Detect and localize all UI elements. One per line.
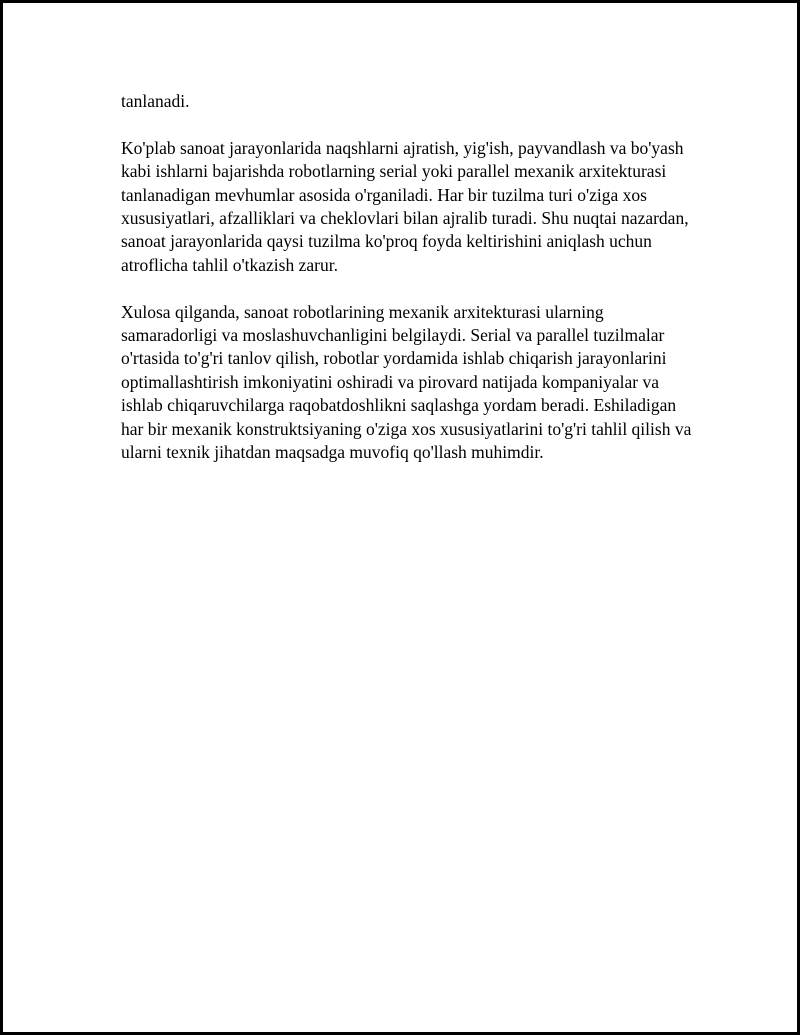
- paragraph-industrial-processes: Ko'plab sanoat jarayonlarida naqshlarni ajratish, yig'ish, payvandlash va bo'yash kabi ishlarni bajarishda robotlarning serial yoki parallel mexanik arxitekturasi tanlanadigan mevhumlar asosida o'rganiladi. Har bir tuzilma turi o'ziga xos xususiyatlari, afzalliklari va cheklovlari bilan ajralib turadi. Shu nuqtai nazardan, sanoat jarayonlarida qaysi tuzilma ko'proq foyda keltirishini aniqlash uchun atroflicha tahlil o'tkazish zarur.: [121, 137, 689, 275]
- paragraph-continuation: tanlanadi.: [121, 91, 190, 111]
- body-text: [121, 90, 701, 488]
- paragraph-conclusion: Xulosa qilganda, sanoat robotlarining mexanik arxitekturasi ularning samaradorligi va moslashuvchanligini belgilaydi. Serial va parallel tuzilmalar o'rtasida to'g'ri tanlov qilish, robotlar yordamida ishlab chiqarish jarayonlarini optimallashtirish imkoniyatini oshiradi va pirovard natijada kompaniyalar va ishlab chiqaruvchilarga raqobatdoshlikni saqlashga yordam beradi. Eshiladigan har bir mexanik konstruktsiyaning o'ziga xos xususiyatlarini to'g'ri tahlil qilish va ularni texnik jihatdan maqsadga muvofiq qo'llash muhimdir.: [121, 301, 692, 463]
